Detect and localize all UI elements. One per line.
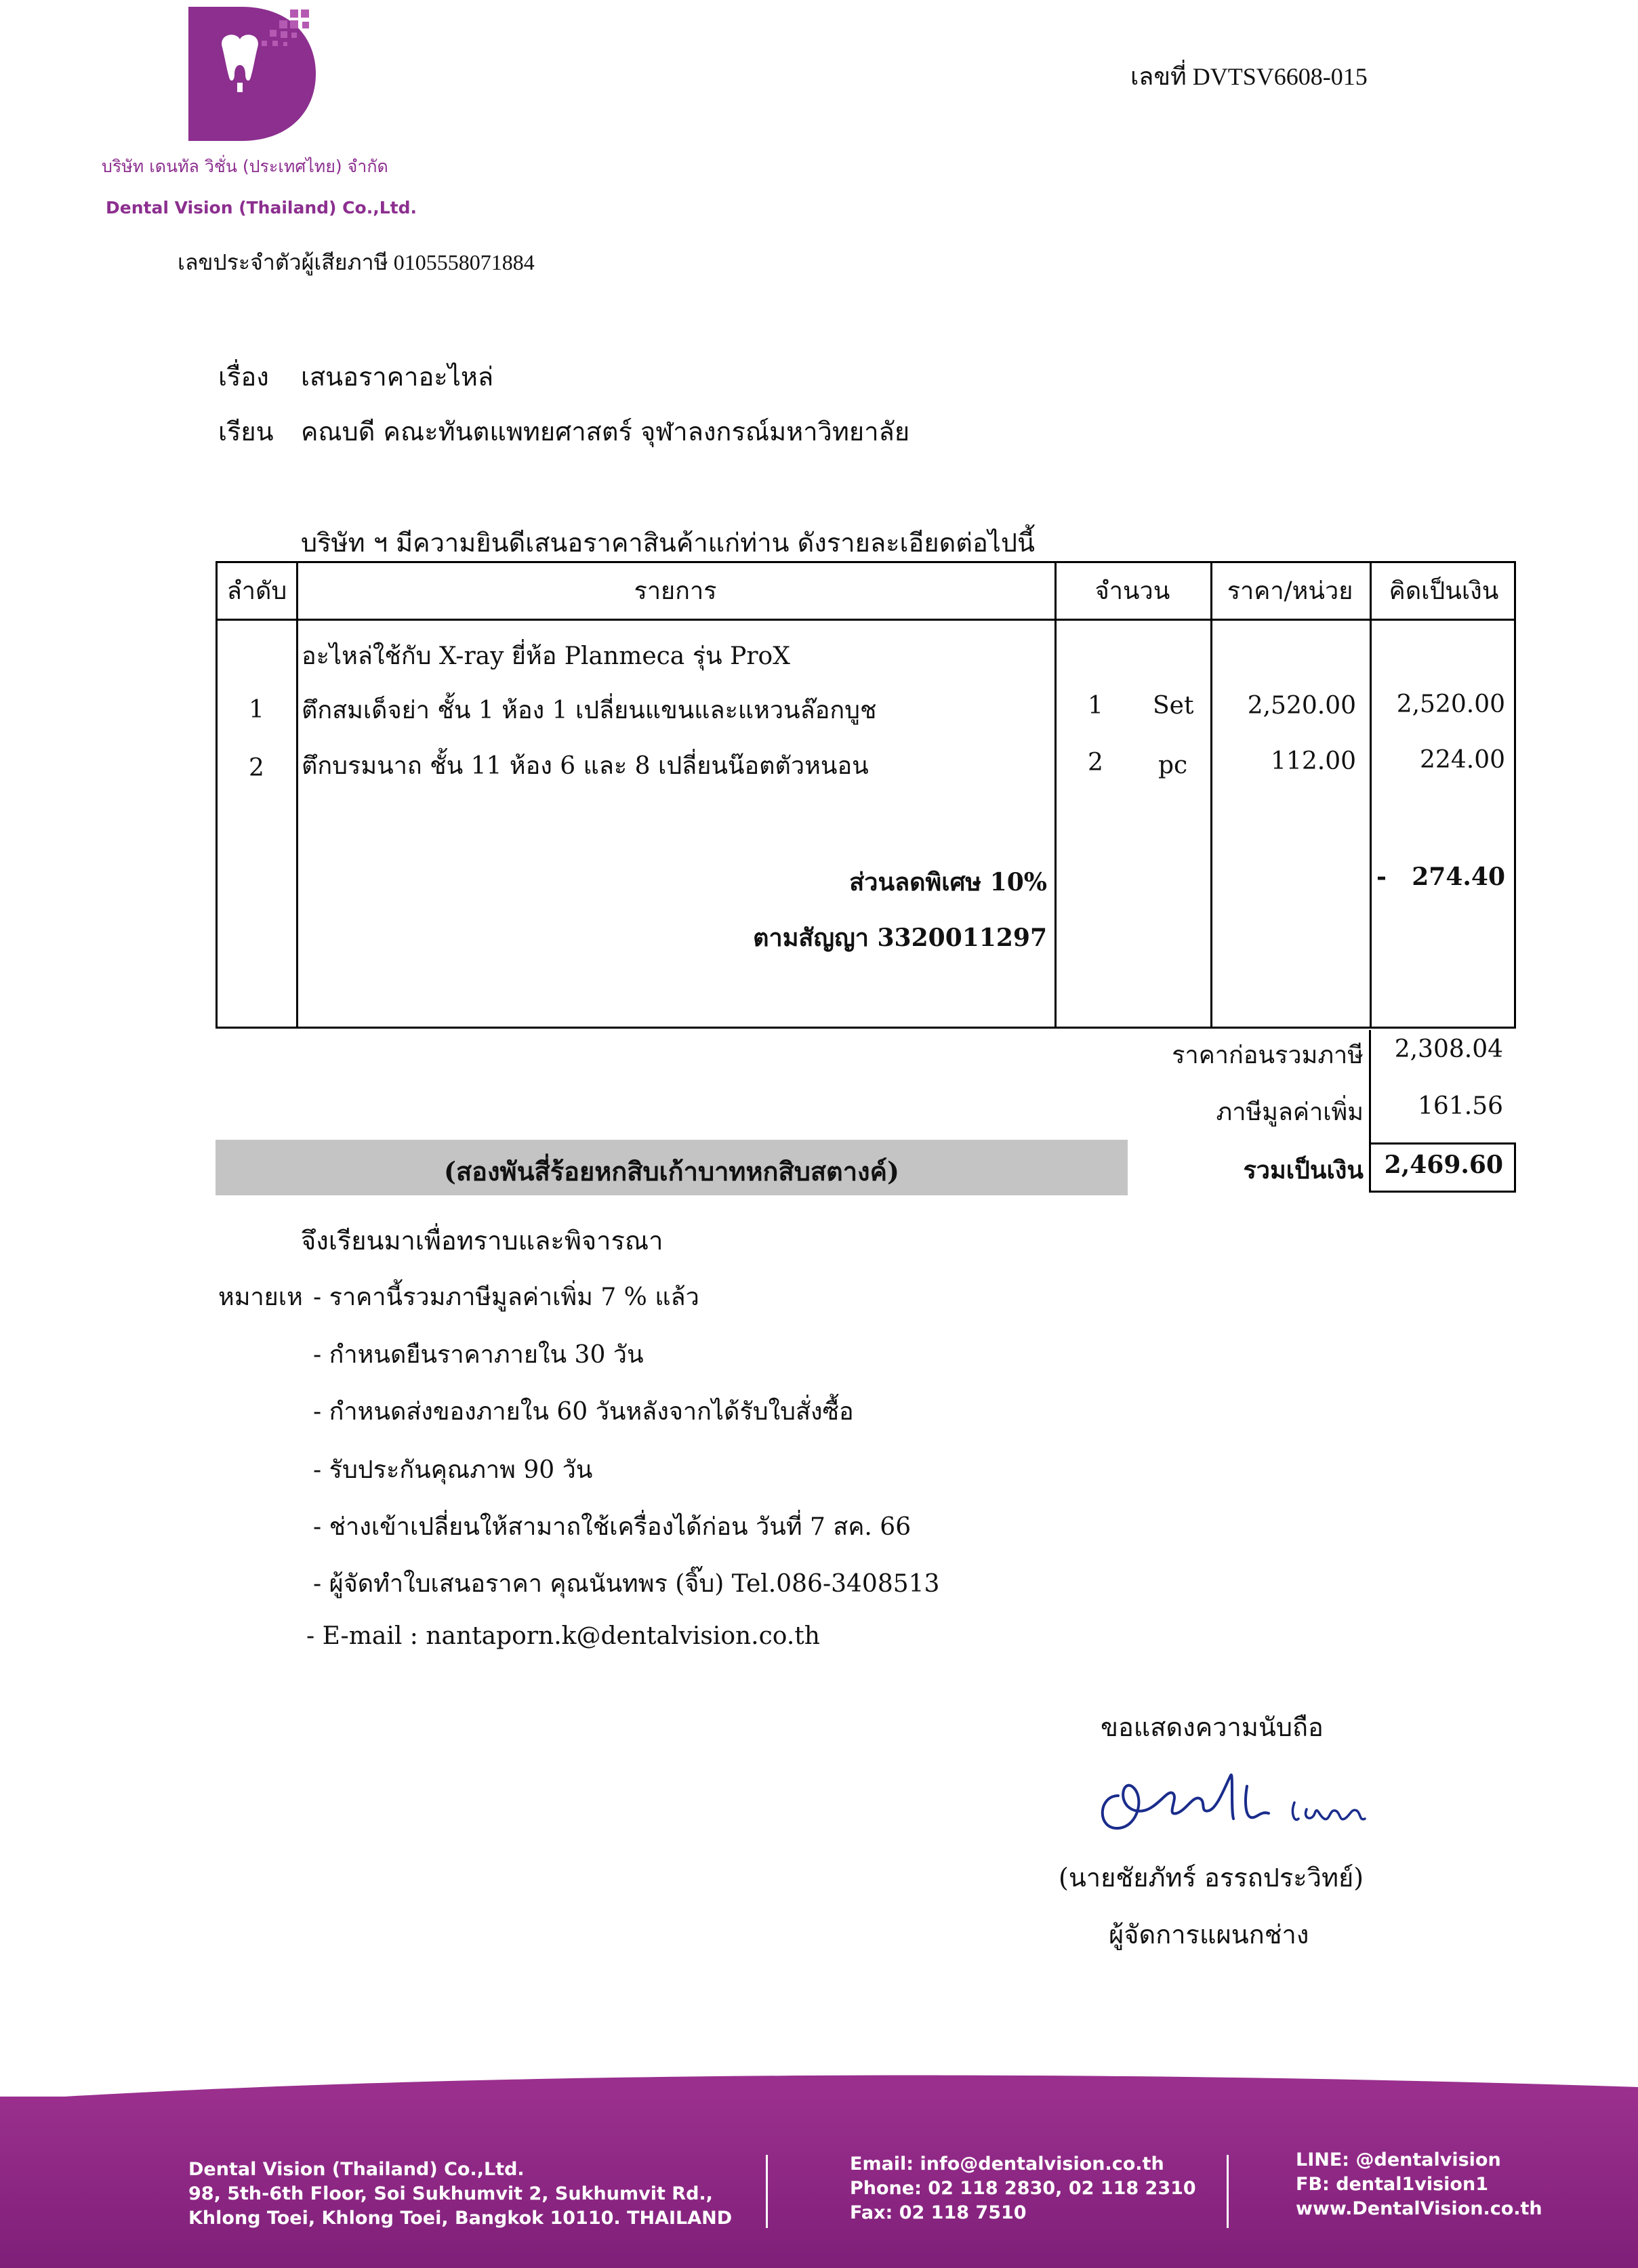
note-item: - รับประกันคุณภาพ 90 วัน: [313, 1456, 593, 1484]
recipient-value: คณบดี คณะทันตแพทยศาสตร์ จุฬาลงกรณ์มหาวิทยาลัย: [301, 417, 910, 447]
row-1-unit: Set: [1153, 692, 1194, 720]
row-2-qty: 2: [1088, 749, 1103, 777]
row-1-price: 2,520.00: [1247, 692, 1356, 720]
document-number: เลขที่ DVTSV6608-015: [1130, 63, 1368, 90]
amount-in-words: (สองพันสี่ร้อยหกสิบเก้าบาทหกสิบสตางค์): [443, 1156, 899, 1187]
row-2-no: 2: [249, 754, 264, 782]
footer-address-line: 98, 5th-6th Floor, Soi Sukhumvit 2, Sukhumvit Rd.,: [188, 2183, 713, 2204]
note-item: - กำหนดส่งของภายใน 60 วันหลังจากได้รับใบสั่งซื้อ: [313, 1398, 854, 1426]
intro-text: บริษัท ฯ มีความยินดีเสนอราคาสินค้าแก่ท่าน ดังรายละเอียดต่อไปนี้: [301, 528, 1035, 558]
tax-id: เลขประจำตัวผู้เสียภาษี 0105558071884: [178, 250, 535, 274]
subject-value: เสนอราคาอะไหล่: [301, 362, 494, 392]
note-item: - ผู้จัดทำใบเสนอราคา คุณนันทพร (จิ๊บ) Tel.086-3408513: [313, 1570, 940, 1598]
regards-text: ขอแสดงความนับถือ: [1101, 1712, 1324, 1742]
contract-label: ตามสัญญา 3320011297: [753, 924, 1047, 952]
discount-label: ส่วนลดพิเศษ 10%: [849, 868, 1047, 896]
company-logo: [188, 7, 316, 141]
note-item: - ราคานี้รวมภาษีมูลค่าเพิ่ม 7 % แล้ว: [313, 1283, 699, 1311]
signature-image: [1091, 1748, 1383, 1843]
vat-label: ภาษีมูลค่าเพิ่ม: [1216, 1098, 1364, 1126]
subtotal-label: ราคาก่อนรวมภาษี: [1172, 1042, 1364, 1069]
row-1-amount: 2,520.00: [1396, 690, 1505, 718]
subtotal-value: 2,308.04: [1394, 1035, 1503, 1063]
company-name-thai: บริษัท เดนทัล วิชั่น (ประเทศไทย) จำกัด: [102, 157, 388, 176]
company-name-english: Dental Vision (Thailand) Co.,Ltd.: [106, 198, 417, 218]
subject-label: เรื่อง: [218, 362, 269, 392]
header-item: รายการ: [634, 577, 717, 605]
footer-address-line: Dental Vision (Thailand) Co.,Ltd.: [188, 2159, 525, 2180]
footer-address: [188, 2158, 732, 2231]
header-amount: คิดเป็นเงิน: [1389, 577, 1499, 605]
footer-website[interactable]: www.DentalVision.co.th: [1296, 2198, 1542, 2219]
note-item: - E-mail : nantaporn.k@dentalvision.co.th: [306, 1622, 820, 1650]
footer-contact: [850, 2152, 1196, 2225]
quotation-table: [216, 561, 1516, 1029]
row-2-desc: ตึกบรมนาถ ชั้น 11 ห้อง 6 และ 8 เปลี่ยนน๊อตตัวหนอน: [302, 752, 869, 780]
discount-value: 274.40: [1412, 863, 1505, 891]
vat-value: 161.56: [1418, 1092, 1503, 1120]
discount-sign: -: [1376, 863, 1387, 891]
notes-label: หมายเห: [218, 1283, 303, 1311]
footer-address-line: Khlong Toei, Khlong Toei, Bangkok 10110. THAILAND: [188, 2208, 733, 2229]
footer-facebook: FB: dental1vision1: [1296, 2174, 1488, 2195]
footer-divider: [1227, 2155, 1229, 2228]
header-unit-price: ราคา/หน่วย: [1227, 577, 1353, 605]
row-1-no: 1: [249, 696, 264, 724]
row-2-unit: pc: [1158, 751, 1188, 779]
note-item: - ช่างเข้าเปลี่ยนให้สามาถใช้เครื่องได้ก่อน วันที่ 7 สค. 66: [313, 1513, 912, 1541]
footer-divider: [766, 2155, 768, 2228]
row-1-qty: 1: [1088, 692, 1103, 720]
footer-email[interactable]: Email: info@dentalvision.co.th: [850, 2153, 1164, 2174]
closing-text: จึงเรียนมาเพื่อทราบและพิจารณา: [301, 1226, 663, 1256]
footer-fax: Fax: 02 118 7510: [850, 2202, 1027, 2223]
row-2-amount: 224.00: [1420, 746, 1505, 774]
footer-social: [1296, 2148, 1542, 2221]
header-qty: จำนวน: [1094, 577, 1170, 605]
grand-total-value: 2,469.60: [1384, 1151, 1503, 1179]
signer-name: (นายชัยภัทร์ อรรถประวิทย์): [1059, 1863, 1364, 1893]
row-1-desc: ตึกสมเด็จย่า ชั้น 1 ห้อง 1 เปลี่ยนแขนและแหวนล๊อกบูช: [302, 697, 877, 724]
row-2-price: 112.00: [1271, 747, 1356, 775]
footer-phone: Phone: 02 118 2830, 02 118 2310: [850, 2178, 1196, 2199]
group-title: อะไหล่ใช้กับ X-ray ยี่ห้อ Planmeca รุ่น ProX: [302, 642, 790, 670]
signer-title: ผู้จัดการแผนกช่าง: [1109, 1920, 1309, 1950]
note-item: - กำหนดยืนราคาภายใน 30 วัน: [313, 1341, 644, 1369]
grand-total-label: รวมเป็นเงิน: [1243, 1156, 1364, 1184]
recipient-label: เรียน: [218, 417, 274, 447]
footer-line-id: LINE: @dentalvision: [1296, 2149, 1501, 2170]
header-no: ลำดับ: [226, 577, 287, 605]
